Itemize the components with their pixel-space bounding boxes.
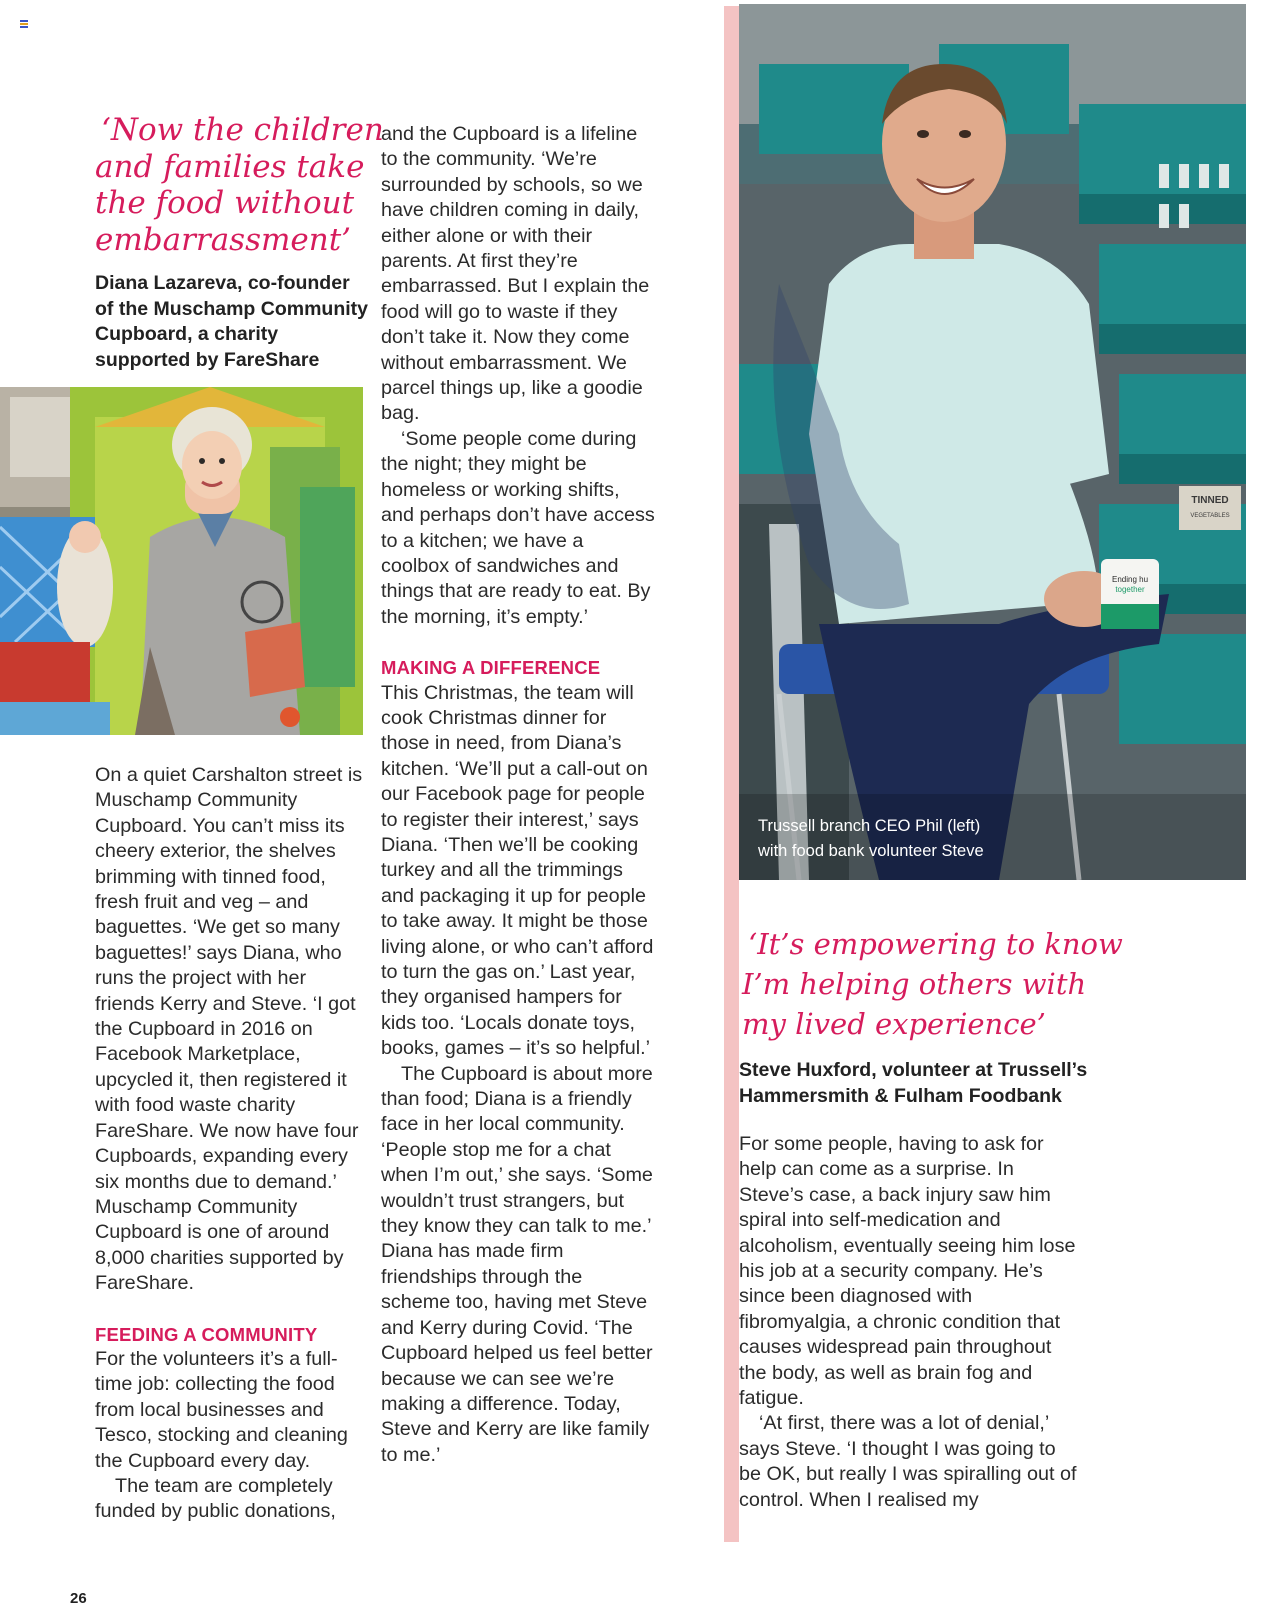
column-divider — [724, 6, 739, 1542]
section-heading: MAKING A DIFFERENCE — [381, 657, 601, 679]
pull-quote-line: embarrassment’ — [95, 221, 352, 258]
body-paragraph: ‘At first, there was a lot of denial,’ says Steve. ‘I thought I was going to be OK, but really I was spiralling out of control. When I realised my — [739, 1412, 1077, 1511]
body-paragraph: On a quiet Carshalton street is Muschamp Community Cupboard. You can’t miss its cheery exterior, the shelves brimming with tinned food, fresh fruit and veg – and baguettes. ‘We get so many baguettes!’ says Diana, who runs the project with her friends Kerry and Steve. ‘I got the Cupboard in 2016 on Facebook Marketplace, upcycled it, then registered it with food waste charity FareShare. We now have four Cupboards, expanding every six months due to demand.’ Muschamp Community Cupboard is one of around 8,000 charities supported by FareShare. — [95, 764, 363, 1295]
body-paragraph: This Christmas, the team will cook Christmas dinner for those in need, from Diana’s kitchen. ‘We’ll put a call-out on our Facebook page for people to register their interest,’ says Diana. ‘Then we’ll be cooking turkey and all the trimmings and packaging it up for people to take away. It might be those living alone, or who can’t afford to turn the gas on.’ Last year, they organised hampers for kids too. ‘Locals donate toys, books, games – it’s so helpful.’ — [381, 681, 654, 1060]
pull-quote-steve — [742, 924, 1123, 1044]
byline-line: Diana Lazareva, co-founder — [95, 272, 350, 294]
byline-line: supported by FareShare — [95, 348, 320, 371]
body-paragraph: The Cupboard is about more than food; Diana is a friendly face in her local community. ‘People stop me for a chat when I’m out,’ she says. ‘Some wouldn’t trust strangers, but they know they can talk to me.’ Diana has made firm friendships through the scheme too, having met Steve and Kerry during Covid. ‘The Cupboard helped us feel better because we can see we’re making a difference. Today, Steve and Kerry are like family to me.’ — [381, 1062, 653, 1466]
byline-line: Hammersmith & Fulham Foodbank — [739, 1084, 1062, 1107]
article-column-2 — [381, 122, 656, 1468]
byline-line: Cupboard, a charity — [95, 323, 279, 345]
byline-line: of the Muschamp Community — [95, 297, 369, 320]
pull-quote-line: and families take — [95, 148, 365, 185]
mug-text: Ending hu — [1111, 575, 1149, 584]
body-paragraph: The team are completely funded by public donations, — [95, 1474, 336, 1523]
body-paragraph: and the Cupboard is a lifeline to the community. ‘We’re surrounded by schools, so we have children coming in daily, either alone or with their parents. At first they’re embarrassed. But I explain the food will go to waste if they don’t take it. Now they come without embarrassment. We parcel things up, like a goodie bag. — [381, 123, 650, 425]
body-paragraph: For the volunteers it’s a full-time job: collecting the food from local businesses and Tesco, stocking and cleaning the Cupboard every day. — [95, 1347, 348, 1472]
section-heading: FEEDING A COMMUNITY — [95, 1323, 318, 1345]
pull-quote-line: the food without — [95, 185, 355, 222]
crate-label-text: TINNED — [1191, 495, 1229, 506]
byline-steve — [739, 1058, 1087, 1109]
article-column-3 — [739, 1132, 1079, 1513]
body-paragraph: For some people, having to ask for help can come as a surprise. In Steve’s case, a back injury saw him spiral into self-medication and alcoholism, eventually seeing him lose his job at a security company. He’s since been diagnosed with fibromyalgia, a chronic condition that causes widespread pain throughout the body, as well as brain fog and fatigue. — [739, 1133, 1076, 1410]
corner-mark — [20, 20, 28, 27]
caption-line: with food bank volunteer Steve — [758, 842, 984, 860]
photo-caption — [758, 814, 984, 864]
caption-line: Trussell branch CEO Phil (left) — [758, 817, 981, 835]
pull-quote-line: my lived experience’ — [742, 1007, 1046, 1041]
pull-quote-line: ‘Now the children — [101, 112, 384, 148]
pull-quote-diana — [95, 112, 384, 258]
body-paragraph: ‘Some people come during the night; they might be homeless or working shifts, and perhaps don’t have access to a kitchen; we have a coolbox of sandwiches and things that are ready to eat. By the morning, it’s empty.’ — [381, 427, 655, 628]
photo-steve-foodbank — [739, 4, 1246, 880]
article-column-1 — [95, 763, 370, 1525]
mug-text: together — [1115, 585, 1145, 594]
byline-line: Steve Huxford, volunteer at Trussell’s — [739, 1059, 1088, 1081]
photo-diana-cupboard — [0, 387, 363, 735]
pull-quote-line: ‘It’s empowering to know — [748, 927, 1123, 961]
byline-diana — [95, 271, 368, 373]
page-number: 26 — [70, 1590, 87, 1607]
pull-quote-line: I’m helping others with — [742, 967, 1087, 1001]
crate-label-text: VEGETABLES — [1190, 513, 1230, 519]
